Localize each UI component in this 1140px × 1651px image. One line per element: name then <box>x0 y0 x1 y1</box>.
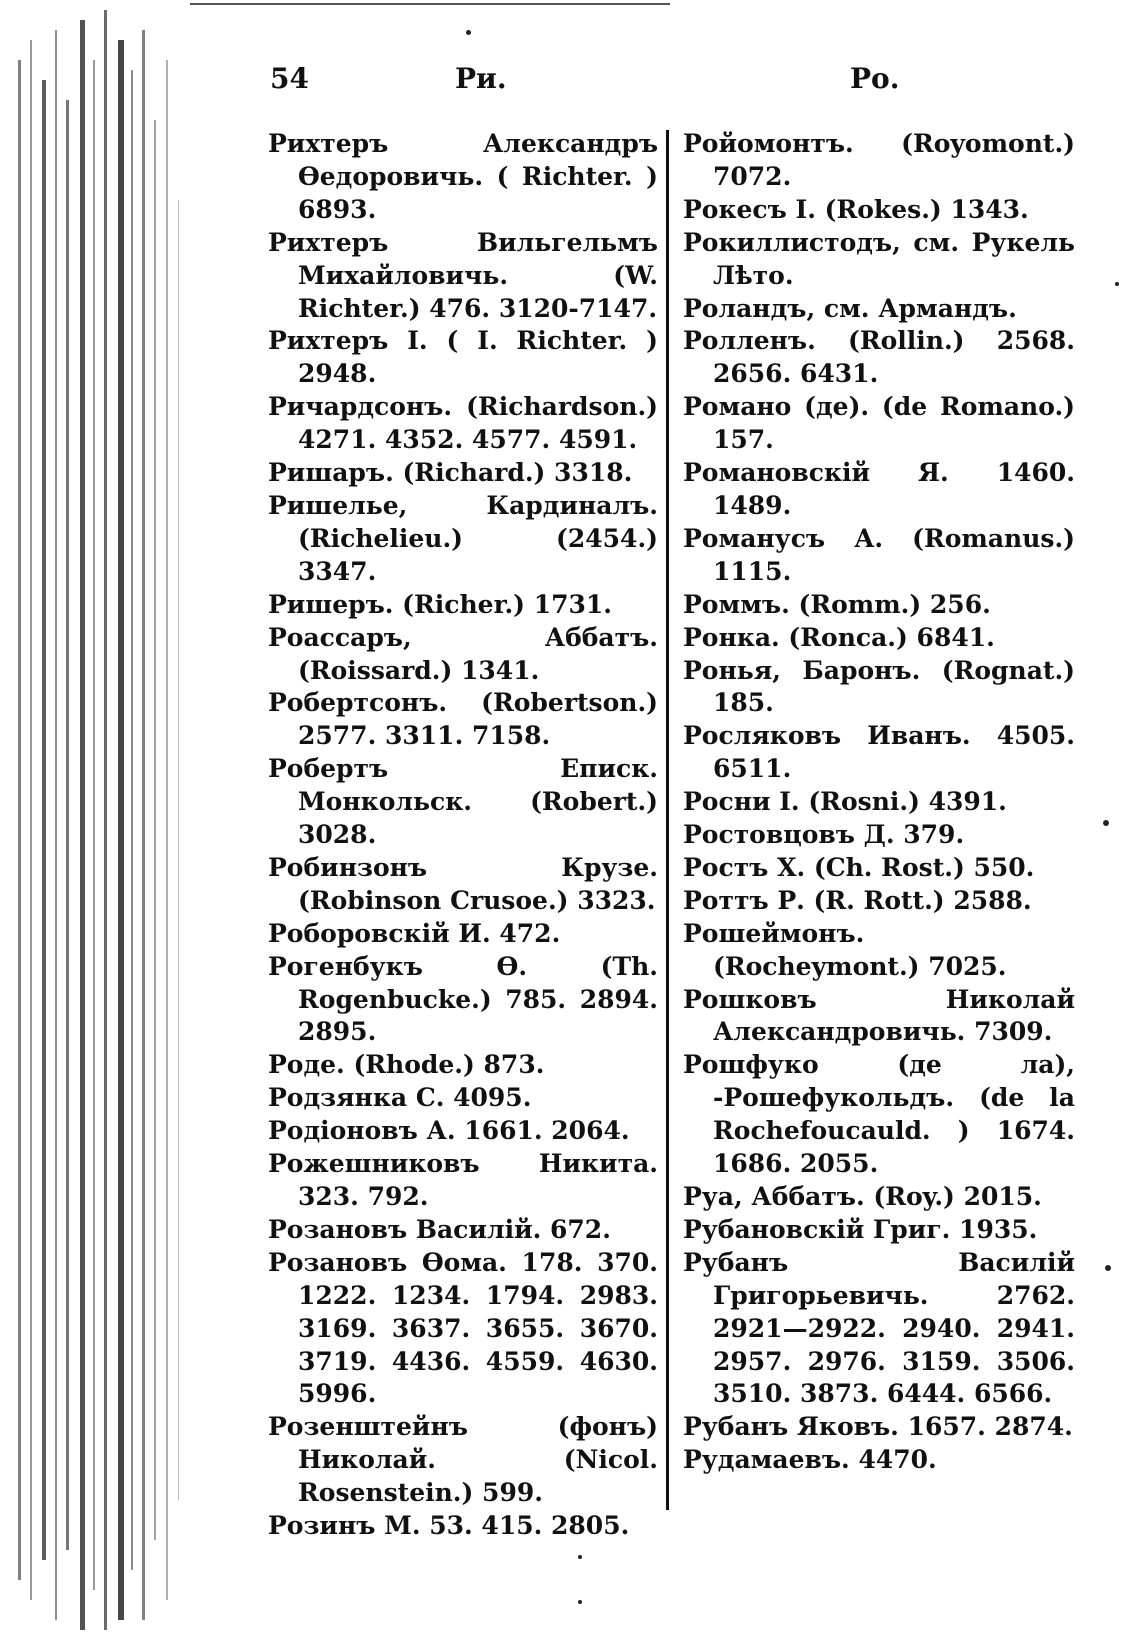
page-header <box>265 62 1065 102</box>
index-entry: Роттъ Р. (R. Rott.) 2588. <box>683 885 1032 915</box>
running-head-right: Ро. <box>850 62 900 95</box>
index-entry: Ричардсонъ. (Richardson.) 4271. 4352. 4577. 4591. <box>268 392 658 455</box>
print-speck <box>578 1600 582 1604</box>
column-divider <box>666 130 669 1510</box>
index-entry: Рихтеръ I. ( I. Richter. ) 2948. <box>268 326 658 389</box>
index-entry: Ришаръ. (Richard.) 3318. <box>268 458 633 488</box>
index-entry: Рошеймонъ. (Rocheymont.) 7025. <box>683 918 1007 981</box>
index-entry: Робертъ Еписк. Монкольск. (Robert.) 3028. <box>268 754 658 850</box>
index-entry: Роммъ. (Romm.) 256. <box>683 589 991 619</box>
index-entry: Ришелье, Кардиналъ. (Richelieu.) (2454.) 3347. <box>268 490 658 586</box>
index-entry: Родзянка С. 4095. <box>268 1083 532 1113</box>
print-speck <box>466 30 471 35</box>
index-entry: Ришеръ. (Richer.) 1731. <box>268 589 612 619</box>
index-entry: Рошковъ Николай Александровичь. 7309. <box>683 984 1075 1047</box>
index-entry: Ростовцовъ Д. 379. <box>683 820 965 850</box>
index-entry: Рубанъ Василій Григорьевичь. 2762. 2921—2922. 2940. 2941. 2957. 2976. 3159. 3506. 3510. 3873. 6444. 6566. <box>683 1247 1075 1409</box>
index-entry: Роде. (Rhode.) 873. <box>268 1050 545 1080</box>
index-entry: Ронка. (Ronca.) 6841. <box>683 622 995 652</box>
index-entry: Ростъ Х. (Ch. Rost.) 550. <box>683 852 1035 882</box>
page-number: 54 <box>270 62 309 95</box>
index-column-right <box>683 128 1075 1477</box>
index-entry: Романо (де). (de Romano.) 157. <box>683 392 1075 455</box>
index-entry: Роборовскій И. 472. <box>268 918 561 948</box>
running-head-left: Ри. <box>455 62 507 95</box>
top-rule <box>190 3 670 5</box>
index-entry: Ролленъ. (Rollin.) 2568. 2656. 6431. <box>683 326 1075 389</box>
index-entry: Розановъ Василій. 672. <box>268 1214 611 1244</box>
print-speck <box>1103 820 1109 826</box>
index-entry: Рихтеръ Вильгельмъ Михайловичь. (W. Richter.) 476. 3120-7147. <box>268 227 658 323</box>
index-entry: Росляковъ Иванъ. 4505. 6511. <box>683 721 1075 784</box>
index-entry: Родіоновъ А. 1661. 2064. <box>268 1116 630 1146</box>
index-entry: Розинъ М. 53. 415. 2805. <box>268 1511 630 1541</box>
index-entry: Рошфуко (де ла), -Рошефукольдъ. (de la Rochefoucauld. ) 1674. 1686. 2055. <box>683 1050 1075 1179</box>
index-entry: Романовскій Я. 1460. 1489. <box>683 458 1075 520</box>
index-entry: Робертсонъ. (Robertson.) 2577. 3311. 7158. <box>268 688 658 751</box>
binding-gutter-shadow <box>0 0 190 1651</box>
print-speck <box>1115 282 1119 286</box>
print-speck <box>578 1555 582 1559</box>
index-entry: Розановъ Өома. 178. 370. 1222. 1234. 1794. 2983. 3169. 3637. 3655. 3670. 3719. 4436. 4559. 4630. 5996. <box>268 1247 658 1409</box>
index-entry: Робинзонъ Крузе. (Robinson Crusoe.) 3323. <box>268 852 658 915</box>
index-entry: Роассаръ, Аббатъ. (Roissard.) 1341. <box>268 622 658 685</box>
index-entry: Рубанъ Яковъ. 1657. 2874. <box>683 1412 1073 1442</box>
index-entry: Розенштейнъ (фонъ) Николай. (Nicol. Rosenstein.) 599. <box>268 1412 658 1508</box>
index-entry: Рудамаевъ. 4470. <box>683 1445 937 1475</box>
index-entry: Роландъ, см. Армандъ. <box>683 293 1017 323</box>
index-entry: Ройомонтъ. (Royomont.) 7072. <box>683 129 1075 191</box>
index-entry: Рокиллистодъ, см. Рукель Лѣто. <box>683 227 1075 290</box>
index-entry: Руа, Аббатъ. (Roy.) 2015. <box>683 1182 1042 1211</box>
index-entry: Рокесъ I. (Rokes.) 1343. <box>683 194 1029 224</box>
index-entry: Рожешниковъ Никита. 323. 792. <box>268 1149 658 1211</box>
index-entry: Рогенбукъ Ө. (Th. Rogenbucke.) 785. 2894. 2895. <box>268 951 658 1047</box>
print-speck <box>1105 1265 1111 1271</box>
index-entry: Рихтеръ Александръ Өедоровичь. ( Richter. ) 6893. <box>268 129 658 224</box>
index-entry: Росни I. (Rosni.) 4391. <box>683 787 1007 817</box>
index-entry: Ронья, Баронъ. (Rognat.) 185. <box>683 655 1075 718</box>
index-entry: Рубановскій Григ. 1935. <box>683 1214 1038 1244</box>
index-column-left <box>268 128 658 1543</box>
index-entry: Романусъ А. (Romanus.) 1115. <box>683 523 1075 586</box>
